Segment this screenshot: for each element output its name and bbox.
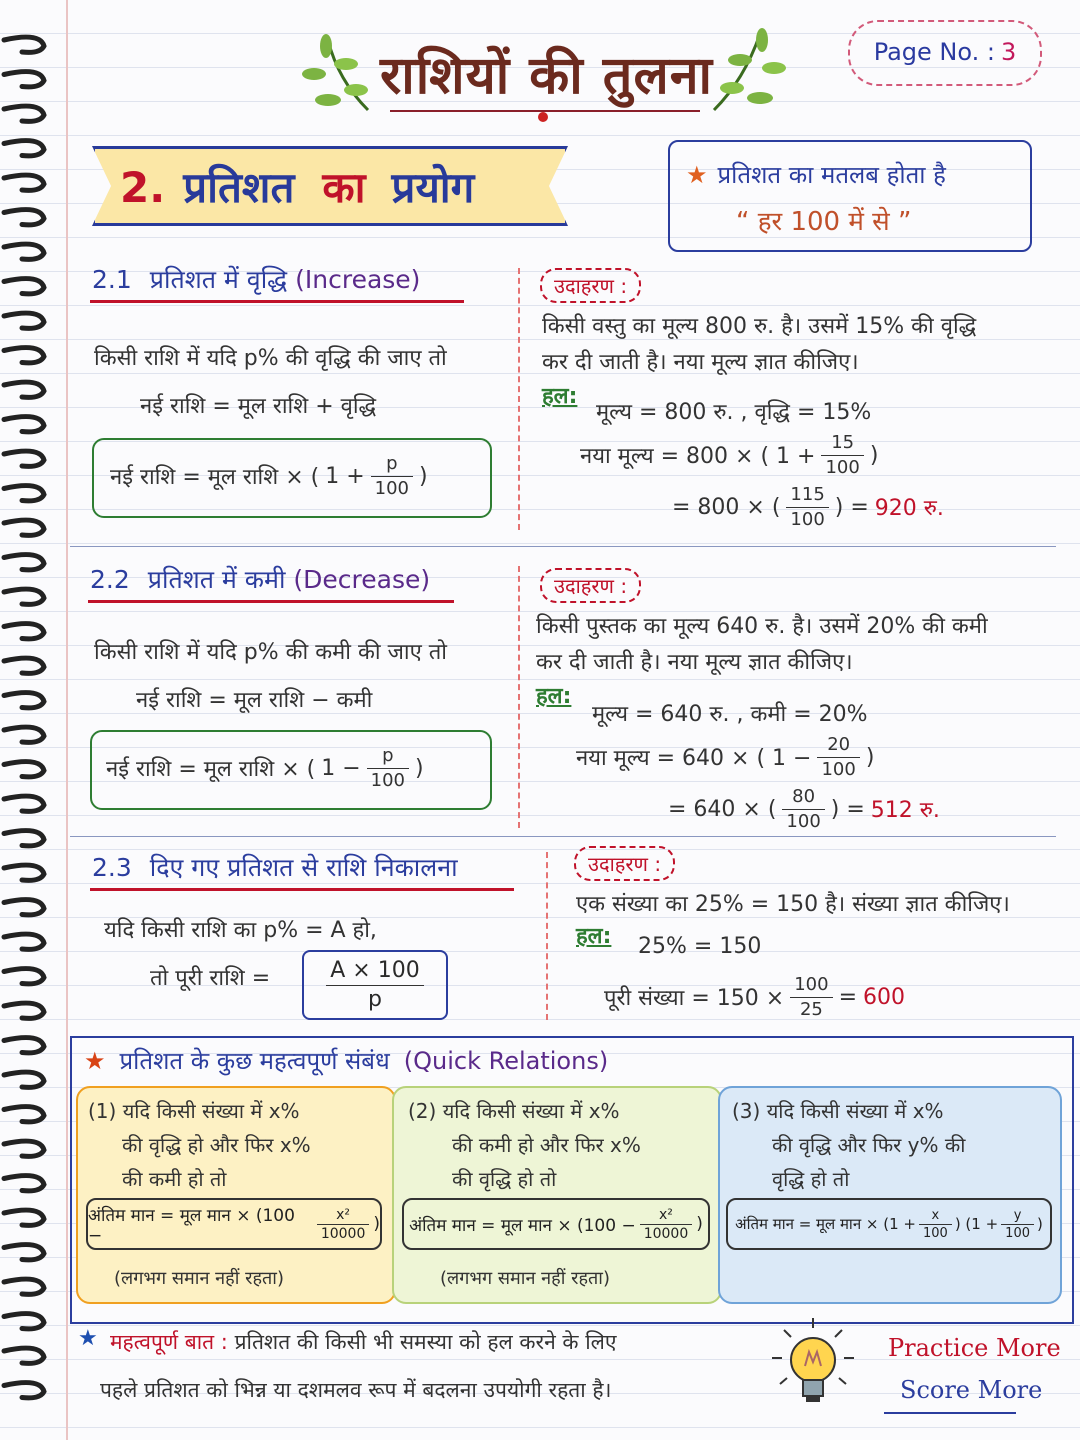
spiral-coil [4, 1141, 44, 1156]
chapter-word-2: का [322, 163, 366, 212]
leaf-right-icon [704, 24, 788, 120]
spiral-coil [4, 1314, 44, 1329]
spiral-coil [4, 382, 44, 397]
chapter-word-3: प्रयोग [391, 163, 475, 212]
section-divider-1 [70, 546, 1056, 547]
s1-solution-line-1: मूल्य = 800 रु. , वृद्धि = 15% [596, 400, 872, 425]
chapter-heading [120, 158, 474, 215]
quick-relations-title: ★ प्रतिशत के कुछ महत्वपूर्ण संबंध (Quick Relations) [84, 1047, 609, 1075]
s2-divider [518, 566, 520, 828]
spiral-coil [4, 1348, 44, 1363]
spiral-binding [0, 20, 60, 1420]
s1-formula-fraction: $\frac{p}{100}$ [371, 452, 413, 501]
spiral-coil [4, 934, 44, 949]
page-number: 3 [1001, 38, 1017, 66]
relation-card-2 [392, 1086, 722, 1304]
spiral-coil [4, 1176, 44, 1191]
spiral-coil [4, 727, 44, 742]
practice-more-text: Practice More [888, 1334, 1061, 1362]
spiral-coil [4, 831, 44, 846]
card-3-line-3: वृद्धि हो तो [772, 1167, 850, 1191]
score-more-text: Score More [900, 1376, 1043, 1404]
spiral-coil [4, 417, 44, 432]
definition-line-1: ★ प्रतिशत का मतलब होता है [686, 161, 946, 189]
relation-card-3 [718, 1086, 1062, 1304]
spiral-coil [4, 279, 44, 294]
s3-solution-line-2: पूरी संख्या = 150 × $\frac{100}{25}$ = 600 [604, 973, 906, 1020]
s1-rule-line-1: किसी राशि में यदि p% की वृद्धि की जाए तो [94, 346, 447, 371]
spiral-coil [4, 520, 44, 535]
page-number-badge [848, 20, 1042, 86]
spiral-coil [4, 1279, 44, 1294]
s2-example-line-2: कर दी जाती है। नया मूल्य ज्ञात कीजिए। [536, 650, 853, 675]
card-3-line-2: की वृद्धि और फिर y% की [772, 1133, 966, 1157]
star-icon: ★ [84, 1047, 106, 1075]
spiral-coil [4, 486, 44, 501]
spiral-coil [4, 37, 44, 52]
card-2-line-2: की कमी हो और फिर x% [452, 1133, 641, 1157]
lightbulb-icon [770, 1316, 856, 1416]
spiral-coil [4, 348, 44, 363]
section-2-2-heading: 2.2 प्रतिशत में कमी (Decrease) [90, 565, 431, 594]
page-label: Page No. : [873, 38, 995, 66]
star-icon: ★ [686, 161, 708, 189]
card-1-note: (लगभग समान नहीं रहता) [114, 1268, 284, 1289]
spiral-coil [4, 175, 44, 190]
s3-formula-box [302, 950, 448, 1020]
spiral-coil [4, 1038, 44, 1053]
section-2-1-heading: 2.1 प्रतिशत में वृद्धि (Increase) [92, 265, 421, 294]
s1-solution-label: हल: [542, 384, 578, 409]
spiral-coil [4, 1245, 44, 1260]
s3-answer: 600 [863, 984, 906, 1010]
s2-example-line-1: किसी पुस्तक का मूल्य 640 रु. है। उसमें 20% की कमी [536, 614, 988, 639]
card-1-line-1: (1) यदि किसी संख्या में x% [88, 1099, 300, 1123]
section-2-3-heading: 2.3 दिए गए प्रतिशत से राशि निकालना [92, 853, 458, 882]
s2-formula-fraction: $\frac{p}{100}$ [367, 744, 409, 793]
relation-card-1 [76, 1086, 396, 1304]
score-underline [884, 1412, 1016, 1414]
spiral-coil [4, 693, 44, 708]
card-2-line-3: की वृद्धि हो तो [452, 1167, 557, 1191]
card-2-note: (लगभग समान नहीं रहता) [440, 1268, 610, 1289]
s3-rule-line-1: यदि किसी राशि का p% = A हो, [104, 918, 377, 943]
spiral-coil [4, 969, 44, 984]
spiral-coil [4, 313, 44, 328]
card-1-line-2: की वृद्धि हो और फिर x% [122, 1133, 311, 1157]
section-2-3-underline [90, 888, 514, 891]
spiral-coil [4, 72, 44, 87]
s2-rule-line-2: नई राशि = मूल राशि − कमी [136, 688, 373, 713]
spiral-coil [4, 141, 44, 156]
chapter-number: 2. [120, 163, 166, 212]
s2-rule-line-1: किसी राशि में यदि p% की कमी की जाए तो [94, 640, 447, 665]
spiral-coil [4, 1210, 44, 1225]
s2-solution-line-3: = 640 × ( $\frac{80}{100}$ ) = 512 रु. [668, 785, 940, 832]
s1-solution-line-2: नया मूल्य = 800 × ( 1 + $\frac{15}{100}$ ) [580, 431, 879, 478]
spiral-coil [4, 106, 44, 121]
s2-answer: 512 रु. [870, 798, 940, 823]
s3-formula-fraction: $\frac{A \times 100}{p}$ [326, 957, 423, 1014]
chapter-word-1: प्रतिशत [183, 163, 295, 212]
s2-solution-fraction-1: $\frac{20}{100}$ [817, 733, 859, 782]
spiral-coil [4, 244, 44, 259]
s1-example-line-1: किसी वस्तु का मूल्य 800 रु. है। उसमें 15% की वृद्धि [542, 314, 977, 339]
s2-solution-fraction-2: $\frac{80}{100}$ [782, 785, 824, 834]
s3-example-line-1: एक संख्या का 25% = 150 है। संख्या ज्ञात कीजिए। [576, 892, 1010, 917]
card-2-line-1: (2) यदि किसी संख्या में x% [408, 1099, 620, 1123]
important-note-line-1: महत्वपूर्ण बात : प्रतिशत की किसी भी समस्या को हल करने के लिए [110, 1330, 617, 1354]
spiral-coil [4, 624, 44, 639]
spiral-coil [4, 210, 44, 225]
card-3-formula: अंतिम मान = मूल मान × (1 + $\frac{x}{100}$ ) (1 + $\frac{y}{100}$ ) [726, 1198, 1052, 1250]
title-dot [538, 112, 548, 122]
s3-rule-line-2: तो पूरी राशि = [150, 966, 271, 991]
card-1-line-3: की कमी हो तो [122, 1167, 227, 1191]
section-divider-2 [70, 836, 1056, 837]
star-icon: ★ [78, 1326, 98, 1351]
s1-example-tag: उदाहरण : [540, 268, 641, 303]
spiral-coil [4, 1072, 44, 1087]
section-2-2-underline [88, 600, 454, 603]
spiral-coil [4, 1383, 44, 1398]
spiral-coil [4, 762, 44, 777]
s1-divider [518, 268, 520, 530]
s2-solution-label: हल: [536, 684, 572, 709]
spiral-coil [4, 589, 44, 604]
s1-solution-fraction-2: $\frac{115}{100}$ [786, 483, 828, 532]
s2-example-tag: उदाहरण : [540, 568, 641, 603]
s3-solution-label: हल: [576, 924, 612, 949]
leaf-left-icon [298, 30, 378, 120]
s3-example-tag: उदाहरण : [574, 846, 675, 881]
s1-answer: 920 रु. [874, 496, 944, 521]
s3-divider [546, 852, 548, 1020]
spiral-coil [4, 796, 44, 811]
s1-example-line-2: कर दी जाती है। नया मूल्य ज्ञात कीजिए। [542, 350, 859, 375]
s2-formula: नई राशि = मूल राशि × ( 1 − $\frac{p}{100}$ ) [106, 744, 424, 791]
section-2-1-underline [90, 300, 464, 303]
s2-solution-line-2: नया मूल्य = 640 × ( 1 − $\frac{20}{100}$ ) [576, 733, 875, 780]
spiral-coil [4, 555, 44, 570]
page-title: राशियों की तुलना [380, 46, 714, 106]
spiral-coil [4, 865, 44, 880]
important-note-line-2: पहले प्रतिशत को भिन्न या दशमलव रूप में बदलना उपयोगी रहता है। [100, 1378, 612, 1402]
s1-formula: नई राशि = मूल राशि × ( 1 + $\frac{p}{100}$ ) [110, 452, 428, 499]
spiral-coil [4, 658, 44, 673]
s3-solution-fraction: $\frac{100}{25}$ [790, 973, 832, 1022]
spiral-coil [4, 1003, 44, 1018]
spiral-coil [4, 900, 44, 915]
card-3-line-1: (3) यदि किसी संख्या में x% [732, 1099, 944, 1123]
card-2-formula: अंतिम मान = मूल मान × (100 − $\frac{\text{x²}}{10000}$ ) [402, 1198, 710, 1250]
s2-solution-line-1: मूल्य = 640 रु. , कमी = 20% [592, 702, 868, 727]
s1-solution-fraction-1: $\frac{15}{100}$ [821, 431, 863, 480]
s1-rule-line-2: नई राशि = मूल राशि + वृद्धि [140, 394, 377, 419]
spiral-coil [4, 451, 44, 466]
s1-solution-line-3: = 800 × ( $\frac{115}{100}$ ) = 920 रु. [672, 483, 944, 530]
s3-solution-line-1: 25% = 150 [638, 934, 762, 959]
spiral-coil [4, 1107, 44, 1122]
margin-line [66, 0, 68, 1440]
definition-line-2: “ हर 100 में से ” [736, 207, 912, 237]
card-1-formula: अंतिम मान = मूल मान × (100 − $\frac{\text{x²}}{10000}$ ) [86, 1198, 382, 1250]
